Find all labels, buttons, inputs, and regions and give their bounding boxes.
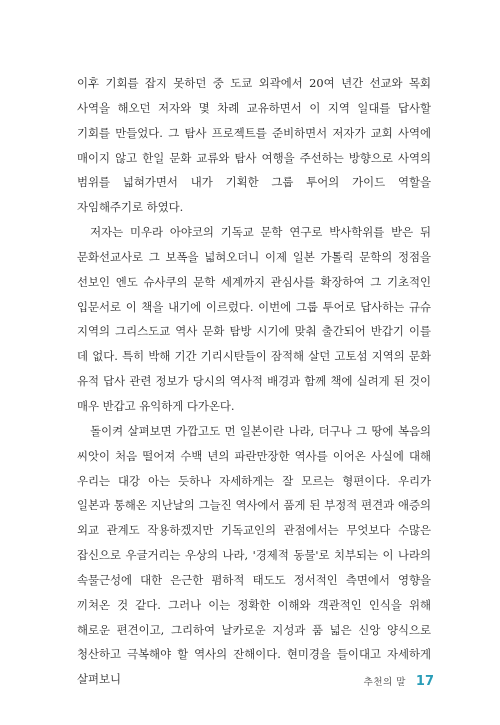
paragraph-1: 이후 기회를 잡지 못하던 중 도쿄 외곽에서 20여 년간 선교와 목회 사역을 해오던 저자와 몇 차례 교유하면서 이 지역 일대를 답사할 기회를 만들었다. 그 탐사 프로젝트를 준비하면서 저자가 교회 사역에 매이지 않고 한일 문화 교류와 탐사 여행을 주선하는 방향으로 사역의 범위를 넓혀가면서 내가 기획한 그룹 투어의 가이드 역할을 자임해주기로 하였다. xyxy=(77,76,431,215)
section-title: 추천의 말 xyxy=(363,677,406,688)
page-footer xyxy=(364,674,434,689)
paragraph-2: 저자는 미우라 아야코의 기독교 문학 연구로 박사학위를 받은 뒤 문화선교사로 그 보폭을 넓혀오더니 이제 일본 가톨릭 문학의 정점을 선보인 엔도 슈사쿠의 문학 세계까지 관심사를 확장하여 그 기초적인 입문서로 이 책을 내기에 이르렀다. 이번에 그룹 투어로 답사하는 규슈 지역의 그리스도교 역사 문화 탐방 시기에 맞춰 출간되어 반갑기 이를 데 없다. 특히 박해 기간 기리시탄들이 잠적해 살던 고토섬 지역의 문화 유적 답사 관련 정보가 당시의 역사적 배경과 함께 책에 실려게 된 것이 매우 반갑고 유익하게 다가온다. xyxy=(77,225,431,413)
paragraph-3: 돌이켜 살펴보면 가깝고도 먼 일본이란 나라, 더구나 그 땅에 복음의 씨앗이 처음 떨어져 수백 년의 파란만장한 역사를 이어온 사실에 대해 우리는 대강 아는 듯하나 자세하게는 잘 모르는 형편이다. 우리가 일본과 통해온 지난날의 그늘진 역사에서 품게 된 부정적 편견과 애증의 외교 관계도 작용하겠지만 기독교인의 관점에서는 무엇보다 수많은 잡신으로 우글거리는 우상의 나라, '경제적 동물'로 치부되는 이 나라의 속물근성에 대한 은근한 폄하적 태도도 정서적인 측면에서 영향을 끼쳐온 것 같다. 그러나 이는 정확한 이해와 객관적인 인식을 위해 해로운 편견이고, 그리하여 날카로운 지성과 품 넓은 신앙 양식으로 청산하고 극복해야 할 역사의 잔해이다. 현미경을 들이대고 자세하게 살펴보니 xyxy=(77,423,431,687)
body-text xyxy=(77,71,431,692)
page-number: 17 xyxy=(415,674,434,689)
